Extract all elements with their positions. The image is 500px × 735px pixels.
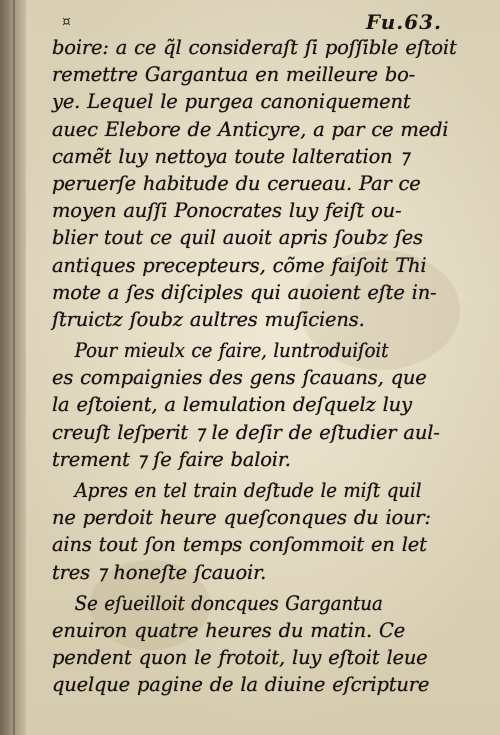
- text-line: ains tout ſon temps conſommoit en let: [52, 533, 427, 557]
- text-line: quelque pagine de la diuine eſcripture: [52, 673, 430, 697]
- text-line: Apres en tel train deſtude le miſt quil: [74, 479, 422, 502]
- text-line: mote a ſes diſciples qui auoient eſte in-: [52, 280, 437, 304]
- text-line: camẽt luy nettoya toute lalteration ⁊: [52, 144, 409, 168]
- body-text: [52, 34, 464, 699]
- text-line: tres ⁊ honeſte ſcauoir.: [52, 560, 267, 584]
- text-line: ne perdoit heure queſconques du iour:: [52, 506, 431, 530]
- text-line: ſtruictz ſoubz aultres muſiciens.: [52, 307, 365, 331]
- text-line: ye. Lequel le purgea canoniquement: [52, 90, 411, 114]
- text-line: es compaignies des gens ſcauans, que: [52, 366, 427, 390]
- text-line: peruerſe habitude du cerueau. Par ce: [52, 171, 421, 195]
- text-line: auec Elebore de Anticyre, a par ce medi: [52, 117, 449, 141]
- text-line: enuiron quatre heures du matin. Ce: [52, 618, 406, 642]
- text-line: pendent quon le frotoit, luy eſtoit leue: [52, 646, 428, 670]
- gutter-fold-line: [13, 0, 15, 735]
- folio-number: Fu.63.: [365, 10, 442, 34]
- text-line: antiques precepteurs, cõme faiſoit Thi: [52, 253, 427, 277]
- text-line: creuſt leſperit ⁊ le deſir de eſtudier aul-: [52, 420, 440, 444]
- text-line: remettre Gargantua en meilleure bo-: [52, 63, 416, 87]
- text-line: la eſtoient, a lemulation deſquelz luy: [52, 393, 412, 417]
- text-line: trement ⁊ ſe faire baloir.: [52, 447, 291, 471]
- text-line: Se eſueilloit doncques Gargantua: [74, 591, 383, 615]
- text-line: Pour mieulx ce faire, luntroduiſoit: [74, 339, 389, 363]
- text-line: moyen auſſi Ponocrates luy feiſt ou-: [52, 199, 402, 223]
- text-line: blier tout ce quil auoit apris ſoubz ſes: [52, 226, 423, 250]
- text-line: boire: a ce q̃l consideraſt ſi poſſible eſtoit: [52, 36, 457, 59]
- corner-mark: ¤: [62, 14, 71, 30]
